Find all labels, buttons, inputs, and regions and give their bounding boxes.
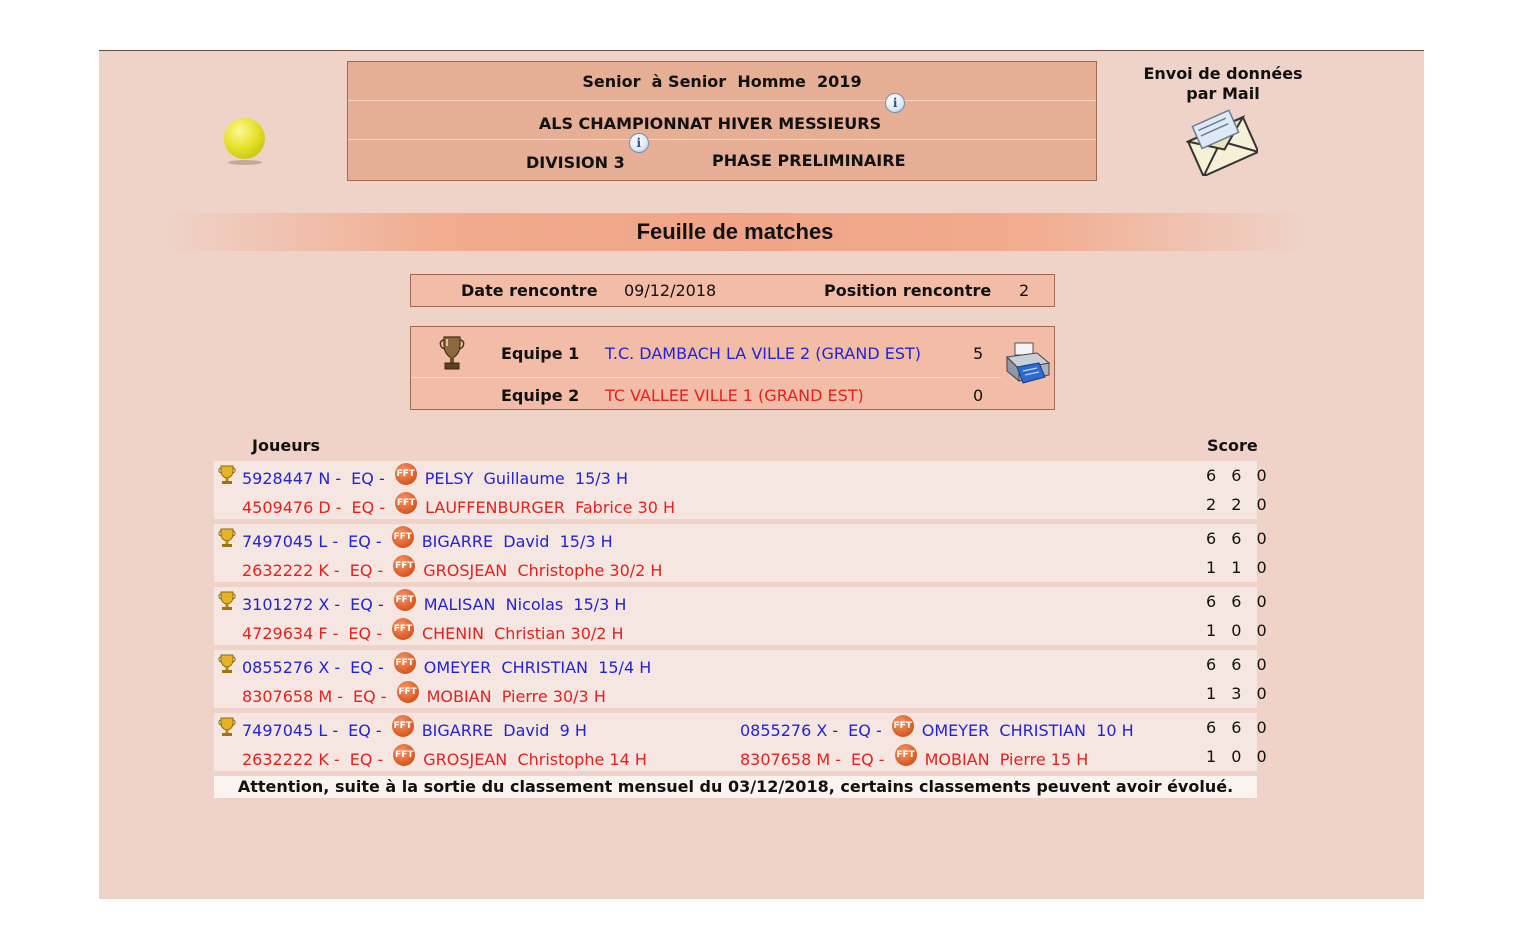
fft-logo-icon: FFT <box>393 555 415 577</box>
player-line <box>242 532 613 554</box>
player-line <box>242 687 606 709</box>
score-winner: 6 6 0 <box>1206 466 1272 485</box>
winner-trophy-icon <box>218 528 236 548</box>
player-line <box>740 721 1134 743</box>
player-license: 4729634 F - <box>242 624 339 643</box>
player-line <box>242 721 587 743</box>
winner-trophy-icon <box>218 717 236 737</box>
score-column-header: Score <box>1207 436 1258 455</box>
score-loser: 2 2 0 <box>1206 495 1272 514</box>
info-icon[interactable]: i <box>885 93 905 113</box>
tennis-ball-icon <box>224 118 265 159</box>
competition-header <box>347 61 1097 181</box>
player-name[interactable]: CHENIN Christian 30/2 H <box>421 624 624 643</box>
fft-logo-icon: FFT <box>395 463 417 485</box>
team-eq-label: EQ - <box>351 498 386 517</box>
envelope-icon[interactable] <box>1186 106 1258 176</box>
team-eq-label: EQ - <box>851 750 885 769</box>
team1-score: 5 <box>973 344 984 363</box>
player-license: 4509476 D - <box>242 498 342 517</box>
match-row <box>214 524 1272 582</box>
header-row-2 <box>348 96 1096 140</box>
team1-label: Equipe 1 <box>501 344 580 363</box>
player-license: 7497045 L - <box>242 532 339 551</box>
player-line <box>242 561 662 583</box>
player-line <box>242 469 628 491</box>
fft-logo-icon: FFT <box>895 744 917 766</box>
player-line <box>242 658 651 680</box>
team-eq-label: EQ - <box>350 658 384 677</box>
player-license: 0855276 X - <box>242 658 341 677</box>
player-name[interactable]: OMEYER CHRISTIAN 15/4 H <box>423 658 652 677</box>
score-loser: 1 0 0 <box>1206 621 1272 640</box>
division-label: DIVISION 3i <box>526 141 649 185</box>
team-eq-label: EQ - <box>351 469 385 488</box>
team-eq-label: EQ - <box>848 721 882 740</box>
fft-logo-icon: FFT <box>394 652 416 674</box>
header-row-1 <box>348 62 1096 101</box>
player-line <box>740 750 1088 772</box>
team-eq-label: EQ - <box>349 750 384 769</box>
meeting-info <box>410 274 1055 307</box>
player-line <box>242 498 675 520</box>
player-name[interactable]: MOBIAN Pierre 15 H <box>924 750 1089 769</box>
team-eq-label: EQ - <box>349 561 384 580</box>
player-name[interactable]: PELSY Guillaume 15/3 H <box>424 469 628 488</box>
division-info-icon[interactable]: i <box>629 133 649 153</box>
match-row <box>214 461 1272 519</box>
player-name[interactable]: MALISAN Nicolas 15/3 H <box>423 595 627 614</box>
fft-logo-icon: FFT <box>892 715 914 737</box>
score-winner: 6 6 0 <box>1206 718 1272 737</box>
player-license: 0855276 X - <box>740 721 839 740</box>
player-license: 8307658 M - <box>242 687 344 706</box>
match-row <box>214 587 1272 645</box>
player-license: 8307658 M - <box>740 750 842 769</box>
player-name[interactable]: GROSJEAN Christophe 30/2 H <box>423 561 663 580</box>
player-license: 2632222 K - <box>242 750 340 769</box>
team-eq-label: EQ - <box>348 624 382 643</box>
fft-logo-icon: FFT <box>394 589 416 611</box>
position-value: 2 <box>1019 281 1030 300</box>
winner-trophy-icon <box>218 591 236 611</box>
score-winner: 6 6 0 <box>1206 592 1272 611</box>
team2-score: 0 <box>973 386 984 405</box>
fft-logo-icon: FFT <box>392 715 414 737</box>
header-row-3 <box>348 136 1096 179</box>
mail-label-line2: par Mail <box>1186 84 1260 103</box>
team1-name[interactable]: T.C. DAMBACH LA VILLE 2 (GRAND EST) <box>605 344 921 363</box>
player-license: 5928447 N - <box>242 469 342 488</box>
team-eq-label: EQ - <box>350 595 384 614</box>
team2-label: Equipe 2 <box>501 386 580 405</box>
team-eq-label: EQ - <box>353 687 387 706</box>
player-license: 7497045 L - <box>242 721 339 740</box>
score-winner: 6 6 0 <box>1206 529 1272 548</box>
match-row <box>214 650 1272 708</box>
fft-logo-icon: FFT <box>392 618 414 640</box>
trophy-icon <box>439 335 465 371</box>
competition-category: Senior à Senior Homme 2019 <box>582 72 862 91</box>
player-name[interactable]: BIGARRE David 9 H <box>421 721 587 740</box>
mail-label-line1: Envoi de données <box>1143 64 1303 83</box>
score-loser: 1 3 0 <box>1206 684 1272 703</box>
position-label: Position rencontre <box>824 281 992 300</box>
fft-logo-icon: FFT <box>395 492 417 514</box>
fft-logo-icon: FFT <box>397 681 419 703</box>
mail-send-label[interactable] <box>1130 64 1316 104</box>
player-line <box>242 595 626 617</box>
ranking-notice: Attention, suite à la sortie du classement mensuel du 03/12/2018, certains classements peuvent avoir évolué. <box>214 776 1257 798</box>
player-name[interactable]: MOBIAN Pierre 30/3 H <box>426 687 606 706</box>
player-name[interactable]: GROSJEAN Christophe 14 H <box>423 750 647 769</box>
player-name[interactable]: BIGARRE David 15/3 H <box>421 532 613 551</box>
teams-box <box>410 326 1055 410</box>
player-line <box>242 624 624 646</box>
score-loser: 1 0 0 <box>1206 747 1272 766</box>
player-license: 3101272 X - <box>242 595 341 614</box>
player-name[interactable]: OMEYER CHRISTIAN 10 H <box>921 721 1134 740</box>
player-name[interactable]: LAUFFENBURGER Fabrice 30 H <box>425 498 676 517</box>
team-eq-label: EQ - <box>348 532 382 551</box>
score-winner: 6 6 0 <box>1206 655 1272 674</box>
page-title: Feuille de matches <box>160 213 1310 251</box>
fft-logo-icon: FFT <box>392 526 414 548</box>
player-license: 2632222 K - <box>242 561 340 580</box>
printer-icon[interactable] <box>1003 341 1053 389</box>
match-row <box>214 713 1272 771</box>
winner-trophy-icon <box>218 654 236 674</box>
players-column-header: Joueurs <box>252 436 320 455</box>
date-label: Date rencontre <box>461 281 598 300</box>
phase-label: PHASE PRELIMINAIRE <box>712 151 906 170</box>
ball-shadow <box>228 160 262 165</box>
team2-name[interactable]: TC VALLEE VILLE 1 (GRAND EST) <box>605 386 864 405</box>
team-eq-label: EQ - <box>348 721 382 740</box>
player-line <box>242 750 647 772</box>
team-divider <box>411 377 1001 378</box>
fft-logo-icon: FFT <box>393 744 415 766</box>
championship-name: ALS CHAMPIONNAT HIVER MESSIEURS <box>538 114 882 133</box>
date-value: 09/12/2018 <box>624 281 717 300</box>
winner-trophy-icon <box>218 465 236 485</box>
score-loser: 1 1 0 <box>1206 558 1272 577</box>
